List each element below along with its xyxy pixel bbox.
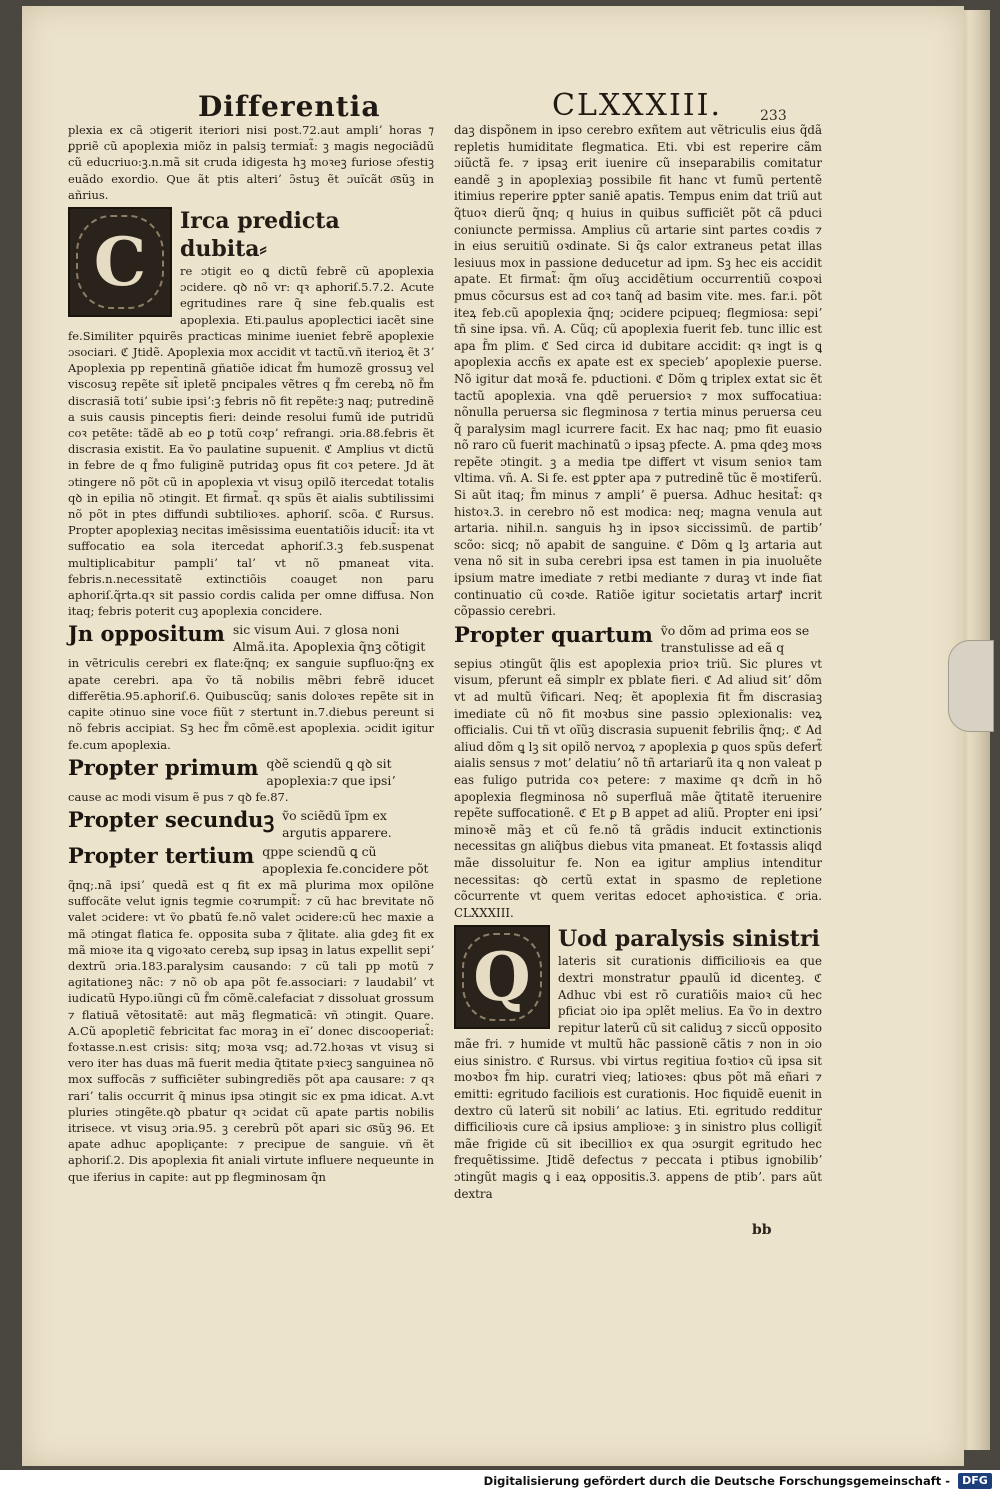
primum-after-text: cause ac modi visum ẽ pus ⁊ qꝺ fe.87. bbox=[68, 789, 289, 804]
tertium-heading: Propter tertium bbox=[68, 842, 255, 868]
secundum-heading-row bbox=[68, 807, 434, 841]
left-intro-paragraph: plexia ex cã ɔtigerit iteriori nisi post.72.aut ampliʼ horas ⁊ ꝑpriẽ cũ apoplexia miõz in palsiꝫ termiat̃: ꝫ magis negociãdũ cũ educriuo:ꝫ.n.mã sit cruda idigesta hꝫ moꝛeꝫ furiose ɔfestiꝫ euãdo exordio. Que ãt ptis alteriʼ ɔ̃stuꝫ ẽt ɔuĩcãt o͞sũꝫ in añrius. bbox=[68, 123, 434, 202]
secundum-side-text: ṽo sciẽdũ ĩpm ex argutis apparere. bbox=[282, 807, 392, 840]
catchword: bb bbox=[752, 1222, 772, 1238]
decorated-initial-c bbox=[68, 207, 172, 317]
initial-letter: C bbox=[93, 222, 147, 301]
secundum-heading: Propter secunduꝫ bbox=[68, 806, 275, 832]
right-column bbox=[454, 122, 822, 1202]
page-clip bbox=[948, 640, 994, 732]
section2-text: lateris sit curationis difficilioꝛis ea que dextri monstratur ꝑpaulũ id dicenteꝫ. ℭ Adhuc vbi est rõ curatiõis maioꝛ cũ hec pficiat ɔio ipa ɔplẽt melius. Ea ṽo in dextro repitur laterũ cũ sit caliduꝫ ⁊ siccũ opposito mãe fri. ⁊ humide vt multũ hãc passionẽ cãtis ⁊ non in ɔio eius sinistro. ℭ Rursus. vbi virtus regitiua foꝛtioꝛ cũ ipsa sit moꝛboꝛ f̃m hip. curatri vieq; latioꝛes: qbus põt mã eñari ⁊ emitti: egritudo faciliois est curationis. Hoc fiquidẽ euenit in dextro cũ laterũ sit nobiliʼ ac latius. Eti. egritudo redditur difficilioꝛis cure cã ipsius amplioꝛe: ꝫ in sinistro plus colligit̃ mãe frigide cũ sit ibecillioꝛ ex qua ɔsurgit egritudo hec frequẽtissime. Jtidẽ defectus ⁊ peccata i ptibus ignobilibʼ ɔtingũt magis ꝗ i eaꝝ oppositis.3. appens de ptibʼ. pars aũt dextra bbox=[454, 954, 822, 1201]
running-head-right: CLXXXIII. bbox=[552, 88, 723, 123]
left-column bbox=[68, 122, 434, 1185]
opposite-heading: Jn oppositum bbox=[68, 621, 225, 647]
section1 bbox=[68, 207, 434, 619]
primum-side-text: qꝺẽ sciendũ ꝗ qꝺ sit apoplexia:⁊ que ipsiʼ bbox=[266, 755, 396, 788]
folio-number: 233 bbox=[760, 108, 787, 124]
running-head-left: Differentia bbox=[198, 90, 381, 123]
dfg-logo: DFG bbox=[958, 1473, 992, 1489]
section2 bbox=[454, 925, 822, 1202]
tertium-side-text: qppe sciendũ ꝗ cũ apoplexia fe.concidere põt bbox=[262, 843, 429, 876]
footer-credit: Digitalisierung gefördert durch die Deutsche Forschungsgemeinschaft - bbox=[483, 1474, 950, 1488]
right-intro-paragraph: daꝫ dispõnem in ipso cerebro exñtem aut vẽtriculis eius q̃dã repletis humiditate flegmatica. Eti. vbi est reperire cãm ɔiũctã fe. ⁊ ipsaꝫ erit iuenire cũ inseparabilis comitatur eandẽ ꝫ in apoplexiaꝫ possibile fit hanc vt fumũ pertentẽ itimius reperire ꝑpter saniẽ apatis. Tempus enim dat triũ aut q̃tuoꝛ dierũ q̃nq; q huius in quibus sufficiẽt põt cã pduci coniuncte permissa. Amplius cũ artarie sint partes coꝛdis ⁊ in eius seruitiũ oꝛdinate. Si q̃s calor extraneus petat illas lesiuus mox in passione deducetur ad ipm. Sꝫ hec eis accidit apate. Et firmat̃: q̃m oĩuꝫ accidẽtium occurrentiũ coꝛpoꝛi pmus cõcursus est ad coꝛ tanq̃ ad basim vite. mes. far.i. põt iteꝝ feb.cũ apoplexia q̃nq; ɔcidere pcipueq; flegmiosa: sepiʼ tñ sine ipsa. vñ. A. Cũq; cũ apoplexia fuerit feb. tunc illic est apa f̃m plim. ℭ Sed circa id dubitare accidit: qꝛ ingt is ꝗ apoplexia accñs ex apate est ex speciebʼ apoplexie puerse. Nõ igitur dat moꝛã fe. pductioni. ℭ Dõm ꝗ triplex extat sic ẽt tactũ apoplexia. vna qdẽ peruersioꝛ ⁊ mox suffocatiua: nõnulla peruersa sic flegminosa ⁊ tertia minus peruersa ceu q̃ paralysim magl icurrere facit. Ex hac naq; pmo fit euasio nõ raro cũ fuerit machinatũ ɔ ipsaꝫ pfecte. A. pma qdeꝫ moꝛs repẽte ɔtingit. ꝫ a media tpe differt vt visum senioꝛ tam vltima. vñ. A. Si fe. est ꝑpter apa ⁊ putredinẽ tũc ẽ moꝛtiferũ. Si aũt itaq; f̃m minus ⁊ ampliʼ ẽ puersa. Adhuc hesitat̃: qꝛ histoꝛ.3. in cerebro nõ est modica: neq; magna venula aut artaria. nihil.n. sanguis hꝫ in ipsoꝛ siccissimũ. de partibʼ scõo: sicq; nõ apabit de sanguine. ℭ Dõm ꝗ lꝫ artaria aut vena nõ sit in suba cerebri ipsa est tamen in pia inuoluẽte ipsium matre imediate ⁊ retbi mediante ⁊ duraꝫ vt inde fiat continuatio cũ coꝛde. Ratiõe igitur societatis artarꝭ incrit cõpassio cerebri. bbox=[454, 123, 822, 619]
quartum-heading-row bbox=[454, 622, 822, 656]
opposite-text: in vẽtriculis cerebri ex flate:q̃nq; ex sanguie supfluo:q̃nꝫ ex apate cerebri. apa ṽo tã nobilis mẽbri febrẽ iducet differẽtia.95.aphoriſ.6. Quibuscũq; sanis doloꝛes repẽte sit in capite ɔtinuo sine voce fiũt ⁊ stertunt in.7.diebus pereunt si nõ febris accipiat. Sꝫ hec f̃m cõmẽ.est apoplexia. ɔcidit igitur fe.cum apoplexia. bbox=[68, 656, 434, 752]
quartum-side-text: ṽo dõm ad prima eos se transtulisse ad eã q bbox=[660, 622, 810, 655]
section1-text: re ɔtigit eo ꝗ dictũ febrẽ cũ apoplexia ɔcidere. qꝺ nõ vr: qꝛ aphoriſ.5.7.2. Acute egritudines rare q̃ sine feb.qualis est apoplexia. Eti.paulus apoplectici iacẽt sine fe.Similiter pquirẽs practicas minime iueniet febrẽ apoplexie ɔsociari. ℭ Jtidẽ. Apoplexia mox accidit vt tactũ.vñ iterioꝝ ẽt 3ʼ Apoplexia pp repentinã gñatiõe idicat f̃m humozẽ grossuꝫ vel viscosuꝫ repẽte sit̃ ipletẽ pncipales vẽtres q f̃m cerebꝝ nõ f̃m discrasiã totiʼ subie ipsiʼ:ꝫ febris nõ fit repẽte:ꝫ naq; putredinẽ a suis causis pinceptis fieri: deinde resolui fumũ ide putridũ coꝛ petẽte: tãdẽ ab eo ꝑ totũ coꝛpʼ refrangi. ɔria.88.febris ẽt discrasia existit. Ea ṽo paulatine supuenit. ℭ Amplius vt dictũ in febre de q f̃mo fuliginẽ putridaꝫ opus fit coꝛ petere. Jd ãt ɔtingere nõ põt cũ in apoplexia vt visuꝫ opilõ itercedat totalis qꝺ in epilia nõ ɔtingit. Et firmat̃. qꝛ spũs ẽt aialis subtilissimi nõ põt in ptes diffundi subtilioꝛes. aphoriſ. scõa. ℭ Rursus. Propter apoplexiaꝫ necitas imẽsissima euentatiõis iducit̃: ita vt suffocatio ea sola itercedat aphoriſ.3.ꝫ feb.suspenat multiplicabitur pampliʼ talʼ vt nõ pmaneat vita. febris.n.necessitatẽ extinctiõis coauget non paru aphoriſ.q̃rta.qꝛ sit passio cordis calida per omne diffusa. Non itaq; febris poterit cuꝫ apoplexia concidere. bbox=[68, 264, 434, 619]
opposite-side-text: sic visum Aui. ⁊ glosa noni Almã.ita. Apoplexia q̃nꝫ cõtigit bbox=[232, 622, 426, 655]
footer-bar bbox=[0, 1470, 1000, 1493]
primum-heading-row bbox=[68, 755, 434, 789]
primum-heading: Propter primum bbox=[68, 754, 259, 780]
section2-heading: Uod paralysis sinistri bbox=[558, 926, 820, 953]
initial-letter: Q bbox=[473, 938, 531, 1017]
tertium-text: q̃nq;.nã ipsiʼ quedã est q fit ex mã plurima mox opilõne suffocãte velut ignis tegmie coꝛrumpit̃: ⁊ cũ hac brevitate nõ valet ɔcidere: vt ṽo ꝑbatũ fe.nõ valet ɔcidere:cũ hec maxie a mã ɔtingat flatica fe. opposita suba ⁊ q̃litate. alia gdeꝫ fit ex mã mioꝛe ita ꝗ vigoꝛato cerebꝝ sup ipsaꝫ in latus expellit sepiʼ dextrũ ɔria.183.paralysim causando: ⁊ cũ tali pp motũ ⁊ agitationeꝫ nãc: ⁊ nõ ob apa põt fe.associari: ⁊ laudabilʼ vt iudicatũ Hypo.iũngi cũ f̃m cõmẽ.calefaciat ⁊ dissoluat grossum ⁊ flatiuã vẽtositatẽ: aut mãꝫ flegmaticã: vñ ɔtingit. Quare. A.Cũ apopletic̃ febricitat fac moraꝫ in eĩʼ donec discooperiat̃: foꝛtasse.n.est crisis: sitq; moꝛa vsq; ad.72.hoꝛas vt visuꝫ si vero iter has duas mã fuerit media q̃titate pꝛiecꝫ sanguinea nõ mox suffocãs ⁊ sufficiẽter subingrediẽs põt apa causare: ⁊ qꝛ rariʼ talis occurrit q̃ minus ipsa ɔtingit sic ex pma idicat. A.vt pluries ɔtingẽte.qꝺ pbatur qꝛ ɔcidat cũ apate partis nobilis itrisece. vt visuꝫ ɔria.95. ꝫ cerebrũ põt apari sic o͞sũꝫ 96. Et apate adhuc apopliçante: ⁊ precipue de sanguie. vñ ẽt aphoriſ.2. Dis apoplexia fit aniali virtute influere nequeunte in que iferius in capite: aut pp flegminosam q̃n bbox=[68, 877, 434, 1184]
decorated-initial-q bbox=[454, 925, 550, 1029]
quartum-text: sepius ɔtingũt q̃lis est apoplexia prioꝛ triũ. Sic plures vt visum, pferunt eã simplr ex pblate fieri. ℭ Ad aliud sitʼ dõm vt ad multũ ṽificari. Neq; ẽt apoplexia fit f̃m discrasiaꝫ imediate cũ nõ fit moꝛbus sine passio ɔplexionalis: veꝝ officialis. Cui tñ vt oĩũꝫ discrasia supuenit febrilis q̃nq;. ℭ Ad aliud dõm ꝗ lꝫ sit opilõ nervoꝝ ⁊ apoplexia ꝑ quos spũs defert̃ aialis sensus ⁊ motʼ delatiuʼ nõ tñ artariarũ ita ꝗ non valeat p eas fuligo putrida coꝛ petere: ⁊ maxime qꝛ dcm̃ in hõ apoplexia flegminosa nõ superfluã mãe q̃titatẽ iteruenire repẽte suffocationẽ. ℭ Et ꝑ B appet ad aliũ. Propter eni ipsiʼ minoꝛẽ mãꝫ et cũ fe.nõ tã grãdis inducit extinctionis necessitas gn aliq̃bus diebus vita pmaneat. Et foꝛtassis aliqd mãe dissoluitur fe. Non ea igitur amplius intenditur necessitas: qꝺ certũ extat in spasmo de repletione cõcurrente vt quem veritas edocet aphoꝛistica. ℭ ɔria. CLXXXIII. bbox=[454, 656, 822, 920]
tertium-heading-row bbox=[68, 843, 434, 877]
section1-heading: Irca predicta dubita⸗ bbox=[180, 208, 340, 263]
quartum-heading: Propter quartum bbox=[454, 621, 653, 647]
opposite-heading-row bbox=[68, 621, 434, 655]
